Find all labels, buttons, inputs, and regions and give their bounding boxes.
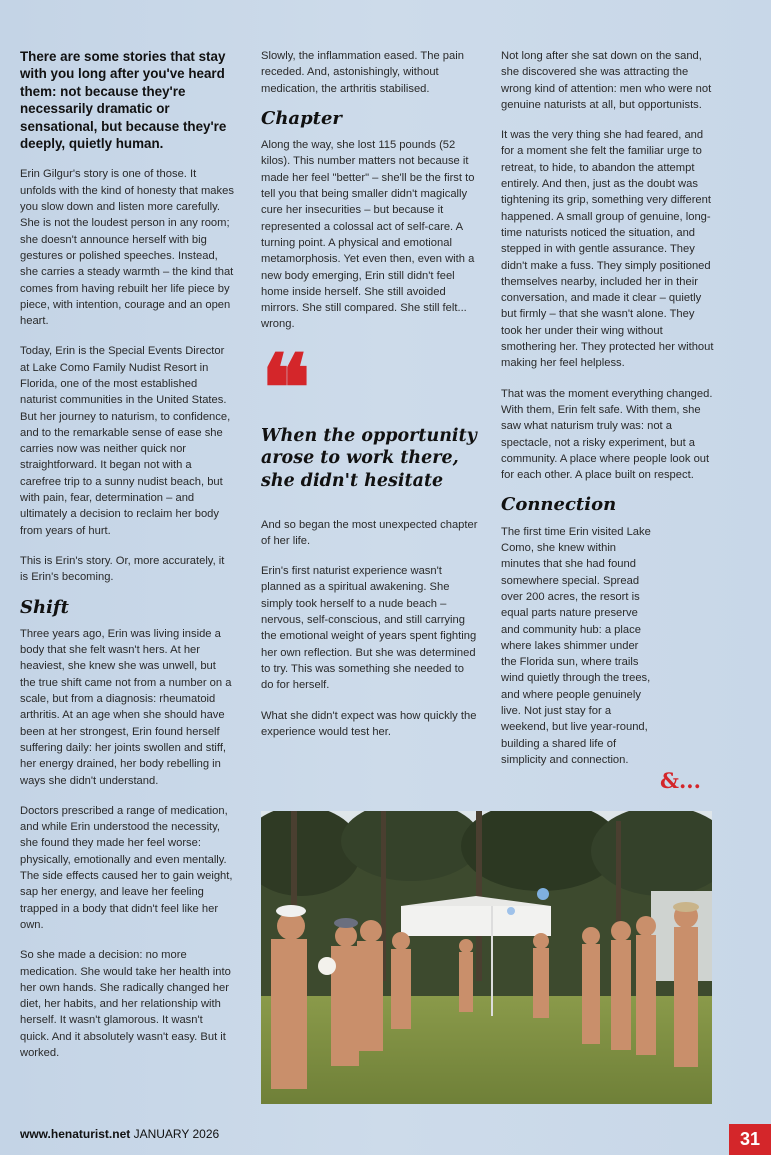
heading-chapter: Chapter	[261, 107, 342, 129]
paragraph: This is Erin's story. Or, more accurately, it is Erin's becoming.	[20, 554, 225, 584]
pull-quote: When the opportunity arose to work there, she didn't hesitate	[261, 425, 477, 491]
paragraph: And so began the most unexpected chapter of her life.	[261, 518, 478, 547]
column-1	[20, 48, 234, 1075]
paragraph: Not long after she sat down on the sand, she discovered she was attracting the wrong kind of attention: men who were not genuine naturists at all, but opportunists.	[501, 50, 712, 111]
page-footer	[20, 1127, 219, 1141]
heading-connection: Connection	[501, 494, 617, 516]
heading-shift: Shift	[20, 596, 69, 618]
quote-mark-icon: ❝	[261, 333, 305, 442]
paragraph: It was the very thing she had feared, and for a moment she felt the familiar urge to retreat, to hide, to abandon the attempt entirely. And then, just as the doubt was tightening its grip, something very different happened. A small group of genuine, long-time naturists noticed the situation, and stepped in with gentle assurance. They didn't make a fuss. They simply positioned themselves nearby, included her in their conversation, and made it clear – quietly but firmly – that she wasn't alone. They took her under their wing without smothering her. They protected her without making her feel helpless.	[501, 129, 714, 370]
outdoor-group-exercise-photo	[261, 811, 712, 1104]
paragraph: Doctors prescribed a range of medication, and while Erin understood the necessity, she found they made her feel worse: physically, emotionally and even mentally. The side effects caused her to gain weight, sap her energy, and leave her feeling trapped in a body that didn't feel like her own.	[20, 804, 233, 931]
paragraph: Erin's first naturist experience wasn't planned as a spiritual awakening. She simply took herself to a nude beach – nervous, self-conscious, and still carrying the emotional weight of years spent fighting her own reflection. But she was determined to try. This was something she needed to do for herself.	[261, 565, 477, 692]
footer-url: www.henaturist.net	[20, 1127, 131, 1141]
paragraph: Slowly, the inflammation eased. The pain receded. And, astonishingly, without medication, the arthritis stabilised.	[261, 50, 464, 95]
paragraph: What she didn't expect was how quickly the experience would test her.	[261, 709, 477, 738]
paragraph: Along the way, she lost 115 pounds (52 kilos). This number matters not because it made her feel "better" – she'll be the first to tell you that being smaller didn't magically cure her insecurities – but because it represented a colossal act of self-care. A turning point. A physical and emotional metamorphosis. Yet even then, even with a new body emerging, Erin still didn't feel home inside herself. She still avoided mirrors. She still compared. She still felt... wrong.	[261, 139, 475, 331]
paragraph: The first time Erin visited Lake Como, she knew within minutes that she had found somewhere special. Spread over 200 acres, the resort is equal parts nature preserve and community hub: a place where lakes shimmer under the Florida sun, where trails wind quietly through the trees, and where people genuinely live. Not just stay for a weekend, but live year-round, building a shared life of simplicity and connection.	[501, 525, 651, 766]
column-2	[261, 48, 479, 754]
paragraph: Today, Erin is the Special Events Director at Lake Como Family Nudist Resort in Florida, one of the most established naturist communities in the United States. But her journey to naturism, to confidence, and to the remarkable sense of ease she carries now was neither quick nor straightforward. It began not with a carefree trip to a sunny nudist beach, but with pain, fear, determination – and ultimately a decision to reclaim her body from years of hurt.	[20, 345, 231, 537]
paragraph: Erin Gilgur's story is one of those. It unfolds with the kind of honesty that makes you slow down and listen more carefully. She is not the loudest person in any room; she doesn't announce herself with big gestures or polished speeches. Instead, she carries a steady warmth – the kind that comes from having rebuilt her life piece by piece, with intention, courage and an open heart.	[20, 168, 234, 328]
standfirst: There are some stories that stay with you long after you've heard them: not because they're necessarily dramatic or sensational, but because they're deeply, quietly human.	[20, 49, 227, 152]
page-number: 31	[729, 1124, 771, 1155]
continued-marker: &...	[660, 768, 701, 793]
column-3	[501, 48, 715, 782]
footer-date: JANUARY 2026	[133, 1127, 220, 1141]
paragraph: Three years ago, Erin was living inside a body that she felt wasn't hers. At her heaviest, she knew she was unwell, but the true shift came not from a number on a scale, but from a diagnosis: rheumatoid arthritis. At an age when she should have been at her strongest, Erin found herself suffering daily: her joints swollen and stiff, her energy drained, her body rebelling in ways she didn't understand.	[20, 627, 232, 787]
paragraph: So she made a decision: no more medication. She would take her health into her own hands. She radically changed her diet, her habits, and her relationship with herself. It wasn't glamorous. It wasn't quick. And it absolutely wasn't easy. But it worked.	[20, 949, 231, 1059]
paragraph: That was the moment everything changed. With them, Erin felt safe. With them, she saw what naturism truly was: not a spectacle, not a risky experiment, but a community. A place where people look out for each other. A place built on respect.	[501, 387, 713, 482]
